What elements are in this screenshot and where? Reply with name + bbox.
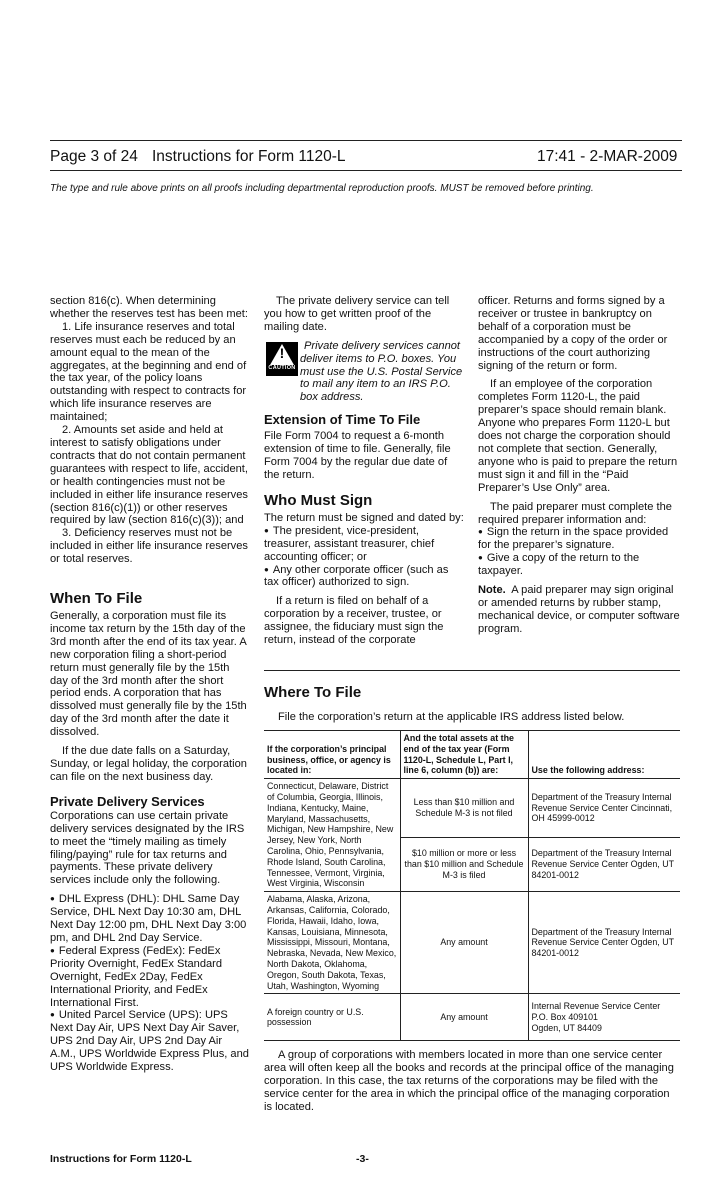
col1-paragraph: 3. Deficiency reserves must not be included in either life insurance reserves or total reserves.: [50, 527, 248, 566]
where-rule: [264, 670, 680, 671]
address-table-wrap: [264, 730, 680, 1114]
when-paragraph: If the due date falls on a Saturday, Sunday, or legal holiday, the corporation can file on the next business day.: [50, 745, 247, 783]
form-title: Instructions for Form 1120-L: [152, 148, 346, 165]
extension-paragraph: File Form 7004 to request a 6-month extension of time to file. Generally, file Form 7004 by the regular due date of the return.: [264, 430, 451, 481]
table-states-cell: A foreign country or U.S. possession: [264, 994, 400, 1041]
address-line: Ogden, UT 84409: [531, 1022, 602, 1033]
private-delivery-heading: Private Delivery Services: [50, 793, 205, 809]
footer-form: Instructions for Form 1120-L: [50, 1153, 192, 1165]
col3-paragraph: officer. Returns and forms signed by a receiver or trustee in bankruptcy on behalf of a corporation must be accompanied by a copy of the order or instructions of the court authorizing signing of the return or form.: [478, 295, 668, 372]
column-2: [264, 295, 464, 647]
timestamp: 17:41 - 2-MAR-2009: [537, 148, 678, 165]
sign-paragraph: The return must be signed and dated by:: [264, 511, 464, 524]
table-states-cell: Connecticut, Delaware, District of Columbia, Georgia, Illinois, Indiana, Kentucky, Maine, Maryland, Massachusetts, Michigan, New Hampshire, New Jersey, New York, North Carolina, Ohio, Pennsylvania, Rhode Island, South Carolina, Tennessee, Vermont, Virginia, West Virginia, Wisconsin: [264, 779, 400, 892]
when-paragraph: Generally, a corporation must file its income tax return by the 15th day of the 3rd month after the end of its tax year. A new corporation filing a short-period return must generally file by the 15th day of the 3rd month after the short period ends. A corporation that has dissolved must generally file by the 15th day of the 3rd month after the date it dissolved.: [50, 610, 247, 739]
col1-paragraph: section 816(c). When determining whether the reserves test has been met:: [50, 295, 248, 320]
table-address-cell: [528, 994, 680, 1041]
proof-note: The type and rule above prints on all proofs including departmental reproduction proofs. MUST be removed before printing.: [50, 183, 594, 194]
pds-paragraph: Corporations can use certain private delivery services designated by the IRS to meet the “timely mailing as timely filing/paying” rule for tax returns and payments. These private delivery services include only the following.: [50, 809, 245, 887]
col1-paragraph: 1. Life insurance reserves and total reserves must each be reduced by an amount equal to the mean of the aggregates, at the beginning and end of the tax year, of the policy loans outstanding with respect to contracts for which life insurance reserves are maintained;: [50, 320, 247, 424]
table-address-cell: Department of the Treasury Internal Revenue Service Center Ogden, UT 84201-0012: [528, 892, 680, 994]
col3-paragraph: The paid preparer must complete the required preparer information and:: [478, 500, 672, 526]
preparer-bullet: ● Sign the return in the space provided for the preparer’s signature.: [478, 526, 680, 552]
column-3: [478, 295, 680, 636]
pds-bullet-ups: ● United Parcel Service (UPS): UPS Next Day Air, UPS Next Day Air Saver, UPS 2nd Day Air, UPS 2nd Day Air A.M., UPS Worldwide Express Plus, and UPS Worldwide Express.: [50, 1009, 250, 1074]
where-after-paragraph: A group of corporations with members located in more than one service center area will often keep all the books and records at the principal office of the managing corporation. In this case, the tax returns of the corporations may be filed with the service center for the area in which the principal office of the managing corporation is located.: [264, 1049, 674, 1113]
note-text: A paid preparer may sign original or amended returns by rubber stamp, mechanical device, or computer software program.: [478, 584, 680, 635]
table-header: And the total assets at the end of the tax year (Form 1120-L, Schedule L, Part I, line 6, column (b)) are:: [400, 731, 528, 779]
col2-paragraph: The private delivery service can tell you how to get written proof of the mailing date.: [264, 295, 450, 333]
table-address-cell: Department of the Treasury Internal Revenue Service Center Cincinnati, OH 45999-0012: [528, 779, 680, 838]
caution-icon: ! CAUTION: [266, 342, 298, 376]
note-label: Note.: [478, 584, 506, 597]
header-rule-top: [50, 140, 682, 141]
pds-bullet-fedex: ● Federal Express (FedEx): FedEx Priority Overnight, FedEx Standard Overnight, FedEx 2Day, FedEx International Priority, and FedEx International First.: [50, 945, 250, 1010]
col3-paragraph: If an employee of the corporation completes Form 1120-L, the paid preparer’s space should remain blank. Anyone who prepares Form 1120-L but does not charge the corporation should not complete that section. Generally, anyone who is paid to prepare the return must sign it and fill in the “Paid Preparer’s Use Only” area.: [478, 378, 678, 494]
table-header: If the corporation’s principal business, office, or agency is located in:: [264, 731, 400, 779]
footer-page-number: -3-: [356, 1153, 369, 1165]
table-address-cell: Department of the Treasury Internal Revenue Service Center Ogden, UT 84201-0012: [528, 837, 680, 891]
table-asset-cell: Any amount: [400, 994, 528, 1041]
preparer-bullet: ● Give a copy of the return to the taxpayer.: [478, 552, 680, 578]
table-states-cell: Alabama, Alaska, Arizona, Arkansas, California, Colorado, Florida, Hawaii, Idaho, Iowa, Kansas, Louisiana, Minnesota, Mississippi, Missouri, Montana, Nebraska, Nevada, New Mexico, North Dakota, Oklahoma, Oregon, South Dakota, Texas, Utah, Washington, Wyoming: [264, 892, 400, 994]
who-must-sign-heading: Who Must Sign: [264, 491, 373, 509]
caution-box: [264, 340, 464, 405]
col1-paragraph: 2. Amounts set aside and held at interest to satisfy obligations under contracts that do not contain permanent guarantees with respect to life, accident, or health contingencies must not be included in either life insurance reserves (section 816(c)(1)) or other reserves required by law (section 816(c)(3)); and: [50, 424, 248, 527]
when-to-file-heading: When To File: [50, 590, 143, 608]
pds-bullet-dhl: ● DHL Express (DHL): DHL Same Day Service, DHL Next Day 10:30 am, DHL Next Day 12:00 pm, DHL Next Day 3:00 pm, and DHL 2nd Day Service.: [50, 893, 250, 945]
note-paragraph: [478, 584, 680, 636]
page-label: Page 3 of 24: [50, 148, 138, 165]
where-intro: File the corporation’s return at the applicable IRS address listed below.: [278, 711, 625, 723]
sign-paragraph: If a return is filed on behalf of a corporation by a receiver, trustee, or assignee, the fiduciary must sign the return, instead of the corporate: [264, 595, 444, 647]
extension-heading: Extension of Time To File: [264, 412, 421, 428]
address-line: Internal Revenue Service Center: [531, 1001, 661, 1012]
where-to-file-heading: Where To File: [264, 684, 362, 701]
caution-text: Private delivery services cannot deliver items to P.O. boxes. You must use the U.S. Postal Service to mail any item to an IRS P.O. box address.: [300, 339, 463, 404]
header-rule-bottom: [50, 170, 682, 171]
table-header: Use the following address:: [528, 731, 680, 779]
address-line: P.O. Box 409101: [531, 1011, 598, 1022]
sign-bullet: ● Any other corporate officer (such as tax officer) authorized to sign.: [264, 564, 464, 590]
address-table: [264, 730, 680, 1041]
table-asset-cell: Less than $10 million and Schedule M-3 is not filed: [400, 779, 528, 838]
table-asset-cell: Any amount: [400, 892, 528, 994]
table-asset-cell: $10 million or more or less than $10 million and Schedule M-3 is filed: [400, 837, 528, 891]
column-1: [50, 295, 250, 1074]
sign-bullet: ● The president, vice-president, treasurer, assistant treasurer, chief accounting officer; or: [264, 525, 464, 564]
